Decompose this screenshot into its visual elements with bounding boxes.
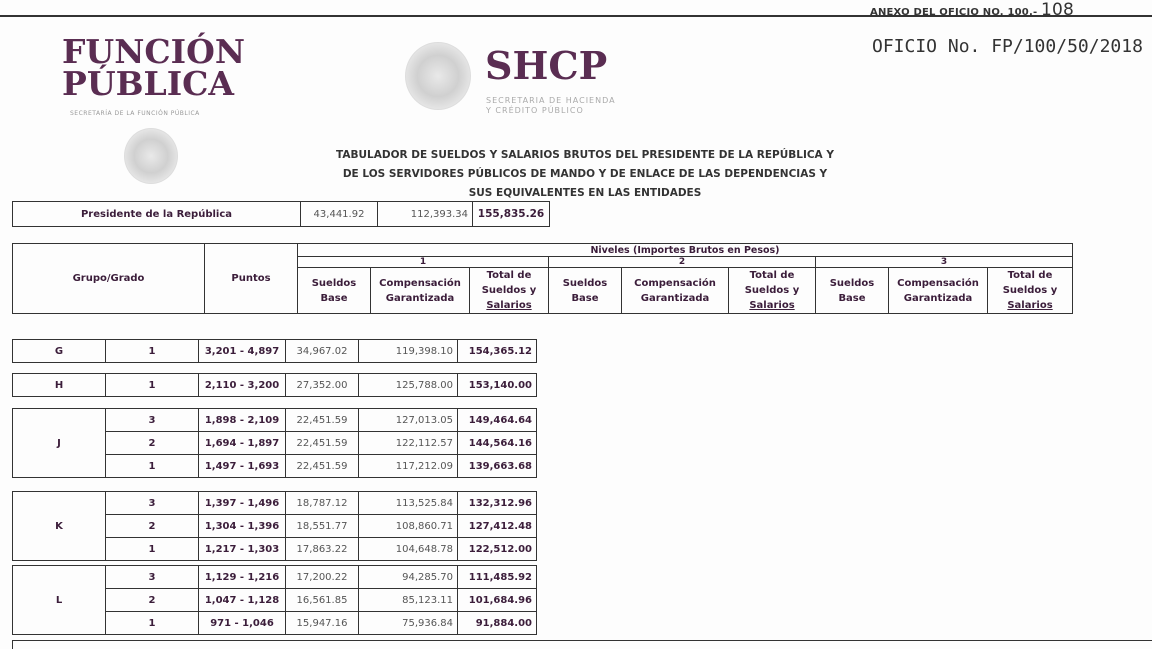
hdr-text: Compensación bbox=[897, 277, 979, 289]
grado-cell: 3 bbox=[106, 492, 199, 515]
total-cell: 101,684.96 bbox=[458, 589, 537, 612]
funcion-publica-subtitle: SECRETARÍA DE LA FUNCIÓN PÚBLICA bbox=[70, 110, 200, 117]
header-compensacion bbox=[889, 268, 988, 314]
base-cell: 16,561.85 bbox=[286, 589, 359, 612]
salary-table-header bbox=[12, 243, 1073, 314]
header-level-1: 1 bbox=[298, 257, 549, 268]
hdr-text: Sueldos y bbox=[1002, 285, 1058, 296]
document-title bbox=[300, 146, 870, 203]
comp-cell: 119,398.10 bbox=[359, 340, 458, 363]
group-g-table bbox=[12, 339, 537, 363]
comp-cell: 125,788.00 bbox=[359, 374, 458, 397]
hdr-text: Base bbox=[320, 292, 348, 304]
president-row bbox=[13, 202, 550, 227]
hdr-text: Compensación bbox=[634, 277, 716, 289]
header-compensacion bbox=[622, 268, 729, 314]
grado-cell: 1 bbox=[106, 340, 199, 363]
hdr-text: Sueldos bbox=[562, 277, 608, 289]
comp-cell: 104,648.78 bbox=[359, 538, 458, 561]
header-sueldos-base bbox=[816, 268, 889, 314]
header-total bbox=[729, 268, 816, 314]
comp-cell: 122,112.57 bbox=[359, 432, 458, 455]
group-k-table bbox=[12, 491, 537, 561]
president-comp: 112,393.34 bbox=[378, 202, 473, 227]
group-l-table bbox=[12, 565, 537, 635]
puntos-cell: 1,497 - 1,693 bbox=[199, 455, 286, 478]
grado-cell: 1 bbox=[106, 538, 199, 561]
base-cell: 15,947.16 bbox=[286, 612, 359, 635]
puntos-cell: 971 - 1,046 bbox=[199, 612, 286, 635]
hdr-text: Total de bbox=[1007, 270, 1053, 281]
title-line2: DE LOS SERVIDORES PÚBLICOS DE MANDO Y DE ENLACE DE LAS DEPENDENCIAS Y bbox=[342, 168, 828, 180]
hdr-text: Total de bbox=[749, 270, 795, 281]
logo-line2: PÚBLICA bbox=[62, 64, 234, 103]
grupo-cell: K bbox=[13, 492, 106, 561]
grado-cell: 2 bbox=[106, 515, 199, 538]
anexo-number: 108 bbox=[1041, 0, 1075, 20]
base-cell: 34,967.02 bbox=[286, 340, 359, 363]
table-row bbox=[13, 566, 537, 589]
grado-cell: 3 bbox=[106, 409, 199, 432]
president-total: 155,835.26 bbox=[473, 202, 550, 227]
total-cell: 149,464.64 bbox=[458, 409, 537, 432]
president-base: 43,441.92 bbox=[301, 202, 378, 227]
base-cell: 18,551.77 bbox=[286, 515, 359, 538]
comp-cell: 108,860.71 bbox=[359, 515, 458, 538]
anexo-label bbox=[870, 0, 1074, 20]
shcp-subtitle bbox=[486, 96, 616, 116]
puntos-cell: 2,110 - 3,200 bbox=[199, 374, 286, 397]
total-cell: 144,564.16 bbox=[458, 432, 537, 455]
grado-cell: 1 bbox=[106, 455, 199, 478]
total-cell: 154,365.12 bbox=[458, 340, 537, 363]
comp-cell: 94,285.70 bbox=[359, 566, 458, 589]
total-cell: 91,884.00 bbox=[458, 612, 537, 635]
total-cell: 153,140.00 bbox=[458, 374, 537, 397]
shcp-sub1: SECRETARIA DE HACIENDA bbox=[486, 96, 616, 105]
total-cell: 127,412.48 bbox=[458, 515, 537, 538]
base-cell: 18,787.12 bbox=[286, 492, 359, 515]
hdr-text: Sueldos y bbox=[744, 285, 800, 296]
base-cell: 22,451.59 bbox=[286, 455, 359, 478]
header-level-2: 2 bbox=[549, 257, 816, 268]
grado-cell: 1 bbox=[106, 374, 199, 397]
comp-cell: 117,212.09 bbox=[359, 455, 458, 478]
puntos-cell: 1,898 - 2,109 bbox=[199, 409, 286, 432]
title-line1: TABULADOR DE SUELDOS Y SALARIOS BRUTOS DEL PRESIDENTE DE LA REPÚBLICA Y bbox=[336, 149, 834, 161]
funcion-publica-logo bbox=[62, 32, 245, 103]
base-cell: 27,352.00 bbox=[286, 374, 359, 397]
table-row bbox=[13, 492, 537, 515]
table-row bbox=[13, 409, 537, 432]
comp-cell: 85,123.11 bbox=[359, 589, 458, 612]
header-grupo-grado: Grupo/Grado bbox=[13, 244, 205, 314]
header-puntos: Puntos bbox=[205, 244, 298, 314]
puntos-cell: 1,694 - 1,897 bbox=[199, 432, 286, 455]
header-total bbox=[988, 268, 1073, 314]
grupo-cell: J bbox=[13, 409, 106, 478]
puntos-cell: 1,129 - 1,216 bbox=[199, 566, 286, 589]
hdr-text: Sueldos y bbox=[481, 285, 537, 296]
header-compensacion bbox=[371, 268, 470, 314]
grupo-cell: G bbox=[13, 340, 106, 363]
anexo-text: ANEXO DEL OFICIO NO. 100.- bbox=[870, 7, 1038, 18]
shcp-sub2: Y CRÉDITO PÚBLICO bbox=[486, 106, 584, 115]
hdr-text: Salarios bbox=[749, 300, 795, 311]
group-h-table bbox=[12, 373, 537, 397]
group-j-table bbox=[12, 408, 537, 478]
hdr-text: Sueldos bbox=[311, 277, 357, 289]
total-cell: 122,512.00 bbox=[458, 538, 537, 561]
comp-cell: 127,013.05 bbox=[359, 409, 458, 432]
puntos-cell: 1,217 - 1,303 bbox=[199, 538, 286, 561]
hdr-text: Base bbox=[838, 292, 866, 304]
grado-cell: 1 bbox=[106, 612, 199, 635]
puntos-cell: 1,397 - 1,496 bbox=[199, 492, 286, 515]
comp-cell: 75,936.84 bbox=[359, 612, 458, 635]
grado-cell: 2 bbox=[106, 589, 199, 612]
header-level-3: 3 bbox=[816, 257, 1073, 268]
table-row bbox=[13, 340, 537, 363]
coat-of-arms-icon bbox=[405, 42, 471, 110]
table-row bbox=[13, 374, 537, 397]
shcp-logo: SHCP bbox=[485, 43, 608, 88]
grado-cell: 2 bbox=[106, 432, 199, 455]
header-total bbox=[470, 268, 549, 314]
hdr-text: Salarios bbox=[486, 300, 532, 311]
grupo-cell: H bbox=[13, 374, 106, 397]
header-sueldos-base bbox=[298, 268, 371, 314]
comp-cell: 113,525.84 bbox=[359, 492, 458, 515]
hdr-text: Sueldos bbox=[829, 277, 875, 289]
hdr-text: Garantizada bbox=[903, 292, 973, 304]
hdr-text: Garantizada bbox=[385, 292, 455, 304]
coat-of-arms-icon bbox=[124, 128, 178, 184]
logo-line1: FUNCIÓN bbox=[62, 32, 245, 71]
puntos-cell: 1,047 - 1,128 bbox=[199, 589, 286, 612]
total-cell: 132,312.96 bbox=[458, 492, 537, 515]
hdr-text: Garantizada bbox=[640, 292, 710, 304]
hdr-text: Salarios bbox=[1007, 300, 1053, 311]
hdr-text: Total de bbox=[486, 270, 532, 281]
total-cell: 139,663.68 bbox=[458, 455, 537, 478]
grupo-cell: L bbox=[13, 566, 106, 635]
puntos-cell: 1,304 - 1,396 bbox=[199, 515, 286, 538]
hdr-text: Compensación bbox=[379, 277, 461, 289]
base-cell: 17,863.22 bbox=[286, 538, 359, 561]
president-label: Presidente de la República bbox=[13, 202, 301, 227]
base-cell: 22,451.59 bbox=[286, 432, 359, 455]
president-table bbox=[12, 201, 550, 227]
grado-cell: 3 bbox=[106, 566, 199, 589]
base-cell: 22,451.59 bbox=[286, 409, 359, 432]
hdr-text: Base bbox=[571, 292, 599, 304]
header-sueldos-base bbox=[549, 268, 622, 314]
total-cell: 111,485.92 bbox=[458, 566, 537, 589]
oficio-number: OFICIO No. FP/100/50/2018 bbox=[872, 36, 1143, 57]
puntos-cell: 3,201 - 4,897 bbox=[199, 340, 286, 363]
base-cell: 17,200.22 bbox=[286, 566, 359, 589]
header-niveles: Niveles (Importes Brutos en Pesos) bbox=[298, 244, 1073, 257]
title-line3: SUS EQUIVALENTES EN LAS ENTIDADES bbox=[468, 187, 702, 199]
